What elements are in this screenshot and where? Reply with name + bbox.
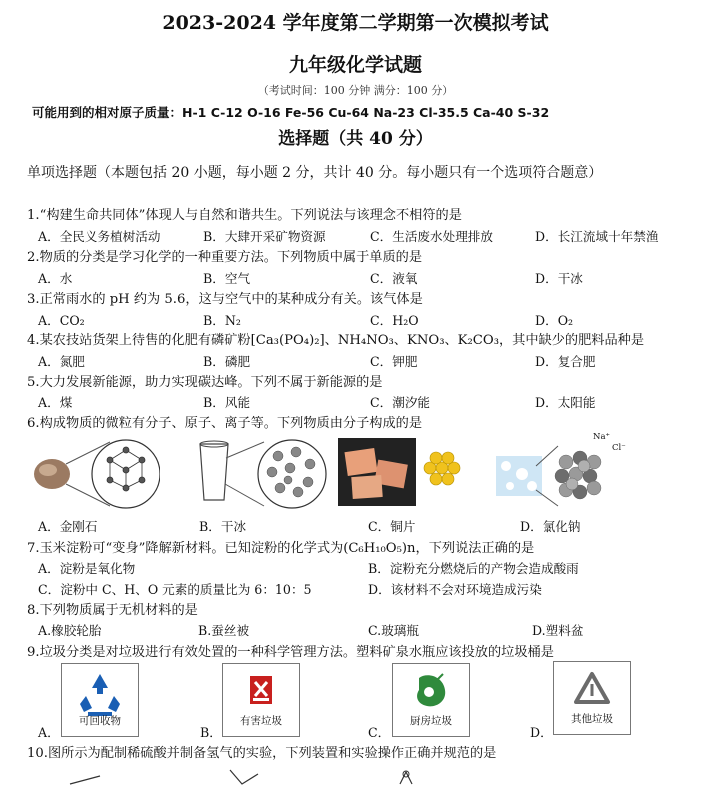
option: C．液氧	[370, 271, 418, 286]
exam-info: （考试时间：100 分钟 满分：100 分）	[257, 84, 454, 97]
exam-title: 2023-2024 学年度第二学期第一次模拟考试	[162, 12, 549, 34]
option: D．该材料不会对环境造成污染	[368, 582, 542, 597]
dry-ice-illustration	[192, 436, 332, 512]
option: A．全民义务植树活动	[38, 229, 161, 244]
option: C．铜片	[368, 519, 416, 534]
bin-label: 厨房垃圾	[410, 715, 452, 727]
option: B．干冰	[199, 519, 247, 534]
option: B．大肆开采矿物资源	[203, 229, 326, 244]
other-bin	[553, 661, 631, 735]
question-stem: 3.正常雨水的 pH 约为 5.6，这与空气中的某种成分有关。该气体是	[27, 292, 423, 307]
option: B．风能	[203, 395, 251, 410]
bin-label: 可回收物	[79, 715, 121, 727]
copper-sheet-illustration	[338, 436, 468, 512]
option: B．淀粉充分燃烧后的产物会造成酸雨	[368, 561, 579, 576]
option: B.蚕丝被	[198, 623, 250, 638]
harmful-bin	[222, 663, 300, 737]
recycle-icon	[62, 668, 138, 718]
cl-ion-label: Cl⁻	[612, 443, 626, 453]
question-stem: 8.下列物质属于无机材料的是	[27, 603, 198, 618]
exam-subtitle: 九年级化学试题	[288, 54, 422, 76]
question-stem: 2.物质的分类是学习化学的一种重要方法。下列物质中属于单质的是	[27, 250, 423, 265]
option: A．氮肥	[38, 354, 85, 369]
atomic-masses: 可能用到的相对原子质量：H-1 C-12 O-16 Fe-56 Cu-64 Na-23 Cl-35.5 Ca-40 S-32	[32, 105, 550, 120]
option: A.橡胶轮胎	[38, 623, 102, 638]
option: C．	[368, 725, 391, 740]
option: A．水	[38, 271, 73, 286]
sodium-chloride-illustration	[496, 432, 626, 512]
option: D.塑料盆	[532, 623, 584, 638]
option: A．CO₂	[38, 313, 85, 328]
option: B．	[200, 725, 222, 740]
option: D．干冰	[535, 271, 583, 286]
other-waste-icon	[554, 666, 630, 716]
option: C．淀粉中 C、H、O 元素的质量比为 6：10：5	[38, 582, 312, 597]
option: D．复合肥	[535, 354, 596, 369]
option: A．金刚石	[38, 519, 98, 534]
option: A．	[38, 725, 60, 740]
lab-apparatus-partial	[60, 766, 620, 786]
question-stem: 7.玉米淀粉可“变身”降解新材料。已知淀粉的化学式为(C₆H₁₀O₅)n，下列说法正确的是	[27, 541, 535, 556]
option: B．空气	[203, 271, 251, 286]
option: D．长江流域十年禁渔	[535, 229, 659, 244]
diamond-illustration	[30, 436, 160, 512]
harmful-icon	[223, 668, 299, 718]
section-title: 选择题（共 40 分）	[278, 129, 433, 149]
option: C．生活废水处理排放	[370, 229, 493, 244]
kitchen-bin	[392, 663, 470, 737]
option: D．	[530, 725, 553, 740]
option: A．淀粉是氧化物	[38, 561, 136, 576]
option: D．太阳能	[535, 395, 596, 410]
option: D．氯化钠	[520, 519, 581, 534]
question-stem: 10.图所示为配制稀硫酸并制备氢气的实验，下列装置和实验操作正确并规范的是	[27, 746, 497, 761]
option: C．潮汐能	[370, 395, 431, 410]
kitchen-waste-icon	[393, 668, 469, 718]
question-stem: 1.“构建生命共同体”体现人与自然和谐共生。下列说法与该理念不相符的是	[27, 208, 462, 223]
question-stem: 9.垃圾分类是对垃圾进行有效处置的一种科学管理方法。塑料矿泉水瓶应该投放的垃圾桶是	[27, 645, 554, 660]
instructions: 单项选择题（本题包括 20 小题，每小题 2 分，共计 40 分。每小题只有一个选项符合题意）	[27, 165, 603, 181]
question-stem: 6.构成物质的微粒有分子、原子、离子等。下列物质由分子构成的是	[27, 416, 423, 431]
option: B．N₂	[203, 313, 241, 328]
na-ion-label: Na⁺	[593, 432, 610, 442]
option: C．钾肥	[370, 354, 418, 369]
option: B．磷肥	[203, 354, 251, 369]
question-stem: 4.某农技站货架上待售的化肥有磷矿粉[Ca₃(PO₄)₂]、NH₄NO₃、KNO₃、K₂CO₃，其中缺少的肥料品种是	[27, 333, 645, 348]
recyclable-bin	[61, 663, 139, 737]
option: C．H₂O	[370, 313, 419, 328]
option: A．煤	[38, 395, 73, 410]
bin-label: 其他垃圾	[571, 713, 613, 725]
option: D．O₂	[535, 313, 574, 328]
option: C.玻璃瓶	[368, 623, 419, 638]
bin-label: 有害垃圾	[240, 715, 282, 727]
question-stem: 5.大力发展新能源，助力实现碳达峰。下列不属于新能源的是	[27, 375, 383, 390]
